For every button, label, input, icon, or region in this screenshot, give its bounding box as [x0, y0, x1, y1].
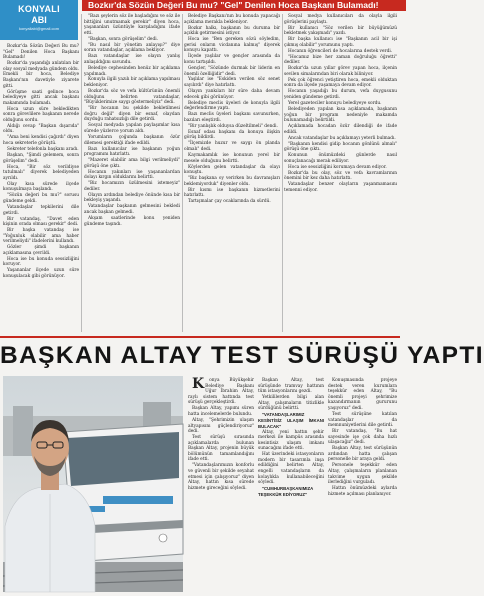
masthead-name: KONYALI	[18, 4, 60, 14]
top-story-headline: Bozkır'da Sözün Değeri Bu mu? "Gel" Denilen Hoca Başkanı Bulamadı!	[82, 0, 406, 11]
article-paragraph: Açıklamada hocadan özür dilendiği de ifade edildi.	[284, 124, 397, 135]
article-paragraph: Başkan Altay, test sürüşünde tramvay hattının tüm istasyonlarını gezdi.	[258, 378, 324, 395]
article-paragraph: Yerel gazeteciler konuyu belediyeye sordu.	[288, 101, 382, 107]
article-paragraph: Yaşlılar ise "Eskiden verilen söz senet sayılırdı" diye hatırlattı.	[184, 77, 280, 89]
top-story-column-2	[84, 14, 180, 334]
section-divider	[0, 336, 400, 338]
article-paragraph: Hoca ise "Ben gereken sözü söyledim, gerisi onların vicdanına kalmış" diyerek konuyu kapattı.	[184, 37, 280, 54]
article-paragraph: "CUMHURBAŞKANIMIZA TEŞEKKÜR EDİYORUZ"	[258, 486, 314, 497]
column-divider	[182, 14, 183, 332]
article-paragraph: Bozkır'da uzun yıllar görev yapan hoca, ilçenin sevilen simalarından biri olarak biliniyor.	[284, 66, 397, 77]
column-divider	[282, 14, 283, 332]
article-paragraph: Test sürüşüne katılan vatandaşlar da memnuniyetlerini dile getirdi.	[328, 411, 397, 429]
top-story-column-1	[3, 44, 79, 334]
article-paragraph: Esnaf odası başkanı da konuya ilişkin görüş bildirdi.	[184, 129, 280, 141]
main-story-photo	[3, 376, 183, 592]
main-story-column-2	[258, 378, 324, 592]
article-paragraph: Olay kısa sürede ilçede konuşulmaya başlandı.	[3, 181, 79, 193]
article-paragraph: Gençler, "Sözünde durmak bir liderin en önemli özelliğidir" dedi.	[184, 65, 280, 77]
article-paragraph: Pek çok öğrenci yetiştiren hoca, emekli olduktan sonra da ilçede yaşamaya devam ediyor.	[284, 77, 397, 89]
article-paragraph: Bozkır'da Sözün Değeri Bu mu? "Gel" Denilen Hoca Başkanı Bulamadı!	[3, 44, 79, 61]
masthead-email: konyaliabi@gmail.com	[18, 26, 60, 31]
article-paragraph: "Bir yanlışlık olduysa düzeltilmeli" dendi.	[188, 123, 278, 129]
article-paragraph: Hoca uzun süre bekledikten sonra görevlilere başkanın nerede olduğunu sordu.	[3, 106, 79, 123]
article-paragraph: "Bir hocanın bu şekilde bekletilmesi doğru değil" diyen bir esnaf, olaydan duyduğu rahatsızlığı dile getirdi.	[84, 106, 180, 123]
article-paragraph: "Vatandaşlarımızın konforlu ve güvenli bir şekilde seyahat etmesi için çalışıyoruz" diyen Altay, hattın kısa sürede hizmete gireceğini söyledi.	[188, 463, 254, 491]
article-paragraph: Aldığı cevap "Başkan dışarıda" oldu.	[3, 123, 79, 135]
article-paragraph: Bozkır'da söz ve vefa kültürünün önemli olduğunu belirten vatandaşlar, "Büyüklerimize saygı göstermeliyiz" dedi.	[84, 89, 180, 106]
article-paragraph: Yorumların çoğunda başkanın özür dilemesi gerektiği ifade edildi.	[84, 134, 180, 146]
article-paragraph: "Ama beni kendisi çağırdı" diyen hoca sekreterle görüştü.	[3, 135, 79, 147]
masthead-abi: ABI	[31, 15, 47, 25]
article-paragraph: "Mazeret olabilir ama bilgi verilmeliydi" görüşü öne çıktı.	[84, 158, 180, 169]
article-paragraph: Personele teşekkür eden Altay, çalışmaların planlanan takvime uygun şekilde ilerlediğini vurguladı.	[328, 463, 397, 486]
article-paragraph: Bir vatandaş, "Bu hat sayesinde işe çok daha hızlı ulaşacağız" dedi.	[328, 429, 397, 446]
article-paragraph: Sosyal medya kullanıcıları da olayla ilgili görüşlerini paylaştı.	[284, 14, 397, 25]
article-paragraph: Köylerden gelen vatandaşlar da olayı konuştu.	[184, 164, 280, 176]
article-paragraph: Bazı kullanıcılar ise başkanın yoğun programını hatırlattı.	[84, 146, 180, 158]
article-paragraph: Başkan Altay, test sürüşünün ardından hatta çalışan personelle bir araya geldi.	[328, 446, 397, 463]
article-paragraph: Olayın ardından belediye önünde kısa bir bekleyiş yaşandı.	[84, 192, 180, 204]
article-paragraph: "Bazı şeylerin söz ile başladığını ve söz ile bittiğini unutmamak gerekir" diyen hoca, yaşananları üzüntüyle karşıladığını ifade etti.	[84, 14, 180, 36]
column-divider	[81, 14, 82, 332]
article-paragraph: Vatandaşlar tepkilerini dile getirdi.	[3, 204, 79, 216]
article-paragraph: Bir kullanıcı "Söz verilen bir büyüğümüzü bekletmek yakışmadı" yazdı.	[284, 25, 397, 37]
article-paragraph: Bazı vatandaşlar ise olayın yanlış anlaşıldığını savundu.	[84, 54, 180, 65]
article-paragraph: Sosyal medyada yapılan paylaşımlar kısa sürede yüzlerce yorum aldı.	[84, 123, 180, 134]
article-paragraph: Hoca, "Bir söz verildiyse tutulmalı" diyerek belediyeden ayrıldı.	[3, 164, 79, 181]
article-paragraph: Bozkır halkı, başkanın bu duruma bir açıklık getirmesini istiyor.	[184, 25, 280, 37]
article-paragraph: "Biz hocamızın üzülmesini istemeyiz" dediler.	[84, 181, 180, 192]
article-paragraph: "İlçemizde huzur ve saygı ön planda olmalı" dedi.	[184, 141, 280, 152]
article-paragraph: "Biz başkana oy verirken bu davranışları beklemiyorduk" diyenler oldu.	[184, 176, 280, 187]
article-paragraph: Tartışmalar çay ocaklarında da sürdü.	[188, 199, 271, 205]
article-paragraph: Belediye Başkanı'nın bu konuda yapacağı açıklama merakla bekleniyor.	[184, 14, 280, 25]
article-paragraph: Konunun önümüzdeki günlerde nasıl sonuçlanacağı merak ediliyor.	[284, 153, 397, 164]
article-paragraph: Hocanın öğrencileri de hocalarına destek verdi.	[288, 48, 393, 54]
top-story-column-3	[184, 14, 280, 334]
article-paragraph: Bir vatandaş, "Davet eden kişinin orada olması gerekir" dedi.	[3, 216, 79, 228]
article-paragraph: Konuşmasında projeye destek veren kurumlara teşekkür eden Altay, "Bu önemli projeyi şehrimize kazandırmanın gururunu yaşıyoruz" dedi.	[328, 378, 397, 411]
article-paragraph: Hattın önümüzdeki aylarda hizmete açılması planlanıyor.	[328, 486, 397, 497]
article-paragraph: "Sözün değeri bu mu?" sorusu gündeme geldi.	[3, 193, 79, 204]
article-paragraph: Başkan Altay, yapımı süren hatta incelemelerde bulundu.	[188, 406, 254, 417]
article-paragraph: "Başkanın kendisi gidip hocanın gönlünü almalı" görüşü öne çıktı.	[284, 141, 397, 153]
article-paragraph: Altay, "Şehrimizin ulaşım altyapısını güçlendiriyoruz" dedi.	[188, 417, 254, 435]
article-paragraph: "Bu nasıl bir yönetim anlayışı?" diye soran vatandaşlar, açıklama bekliyor.	[84, 42, 180, 54]
article-paragraph: Bir başka kullanıcı ise "Başkanın acil bir işi çıkmış olabilir" yorumunu yaptı.	[284, 37, 397, 48]
article-paragraph: Hat üzerindeki istasyonların modern bir tasarımla inşa edildiğini belirten Altay, engelli vatandaşların da kolaylıkla kullanabileceğini söyledi.	[258, 452, 324, 486]
article-paragraph: Gözler şimdi başkanın açıklamasına çevrildi.	[3, 245, 79, 256]
article-paragraph: Altay, yeni hattın şehir merkezi ile kampüs arasında kesintisiz ulaşım imkanı sunacağını ifade etti.	[258, 429, 324, 452]
article-paragraph: Hoca ise bu konuda sessizliğini koruyor.	[3, 256, 79, 268]
article-paragraph: Yaşananlar ilçede uzun süre konuşulacak gibi görünüyor.	[3, 268, 79, 279]
article-paragraph: Vatandaşlar benzer olayların yaşanmamasını temenni ediyor.	[284, 182, 397, 194]
article-paragraph: "Başkan, sonra görüşelim" dedi.	[88, 36, 158, 42]
article-paragraph: Ancak vatandaşlar bu açıklamayı yeterli bulmadı.	[288, 135, 396, 141]
article-paragraph: İlçede yaşlılar ve gençler arasında da konu tartışıldı.	[184, 54, 280, 65]
article-paragraph: Konya Büyükşehir Belediye Başkanı Uğur İbrahim Altay, raylı sistem hattında test sürüşü gerçekleştirdi.	[188, 376, 254, 406]
masthead-logo	[0, 0, 78, 40]
article-paragraph: Hocanın yakınları ise yaşananlardan dolayı kırgın olduklarını belirtti.	[84, 169, 180, 181]
article-paragraph: Bozkır'da yaşandığı anlatılan bir olay sosyal medyada gündem oldu. Emekli bir hoca, Belediye Başkanı'nın davetiyle ziyarete gitti.	[3, 61, 79, 89]
article-paragraph: Konuyla ilgili yazılı bir açıklama yapılması bekleniyor.	[84, 77, 180, 89]
article-paragraph: Bazı meclis üyeleri başkanı savunurken, bazıları eleştirdi.	[184, 112, 280, 123]
article-paragraph: Yetkililerden bilgi alan Altay, çalışmaların titizlikle sürdüğünü belirtti.	[258, 395, 324, 412]
article-paragraph: Kaymakamlık ise konunun yerel bir mesele olduğunu belirtti.	[184, 152, 280, 164]
article-paragraph: Hoca ise sessizliğini korumaya devam ediyor.	[288, 164, 387, 170]
article-paragraph: Belediye meclis üyeleri de konuyla ilgili değerlendirme yaptı.	[184, 100, 280, 112]
article-paragraph: Akşam saatlerinde konu yeniden gündeme taşındı.	[84, 216, 180, 227]
top-story-column-4	[284, 14, 397, 334]
article-paragraph: Bir başka vatandaş ise "Yoğunluk olabilir ama haber verilmeliydi" ifadelerini kullandı.	[3, 228, 79, 245]
article-paragraph: Bir kısmı ise başkanın hizmetlerini hatırlattı.	[184, 187, 280, 199]
article-paragraph: Görüşme saati gelince hoca belediyeye gitti ancak başkanı makamında bulamadı.	[3, 89, 79, 106]
article-paragraph: "Hocamız bize her zaman doğruluğu öğretti" dediler.	[284, 54, 397, 66]
article-paragraph: Test sürüşü sırasında açıklamalarda bulunan Başkan Altay, projenin büyük bölümünün tamamlandığını ifade etti.	[188, 435, 254, 463]
article-paragraph: Bozkır'da bu olay, söz ve vefa kavramlarının önemini bir kez daha hatırlattı.	[284, 170, 397, 182]
article-paragraph: Başkan, "Şimdi gelemem, sonra görüşelim" dedi.	[3, 153, 79, 164]
article-paragraph: Belediye cephesinden henüz bir açıklama yapılmadı.	[84, 65, 180, 77]
main-story-column-1	[188, 378, 254, 592]
article-paragraph: Olayın yankıları bir süre daha devam edecek gibi görünüyor.	[184, 89, 280, 100]
main-story-headline: BAŞKAN ALTAY TEST SÜRÜŞÜ YAPTI	[0, 342, 484, 369]
tram-photo-illustration	[3, 376, 183, 592]
article-paragraph: "VATANDAŞLARIMIZ KESİNTİSİZ ULAŞIM İMKANI BULACAK"	[258, 412, 324, 429]
article-paragraph: Hocanın yaşadığı bu durum, vefa duygusunu yeniden gündeme getirdi.	[284, 89, 397, 101]
article-paragraph: Belediyeden yapılan kısa açıklamada, başkanın yoğun bir program nedeniyle makamda bulunamadığı belirtildi.	[284, 107, 397, 124]
article-paragraph: Vatandaşlar başkanın gelmesini bekledi ancak başkan gelmedi.	[84, 204, 180, 216]
main-story-column-3	[328, 378, 397, 592]
article-paragraph: Sekreter telefonla başkanı aradı.	[7, 147, 79, 153]
